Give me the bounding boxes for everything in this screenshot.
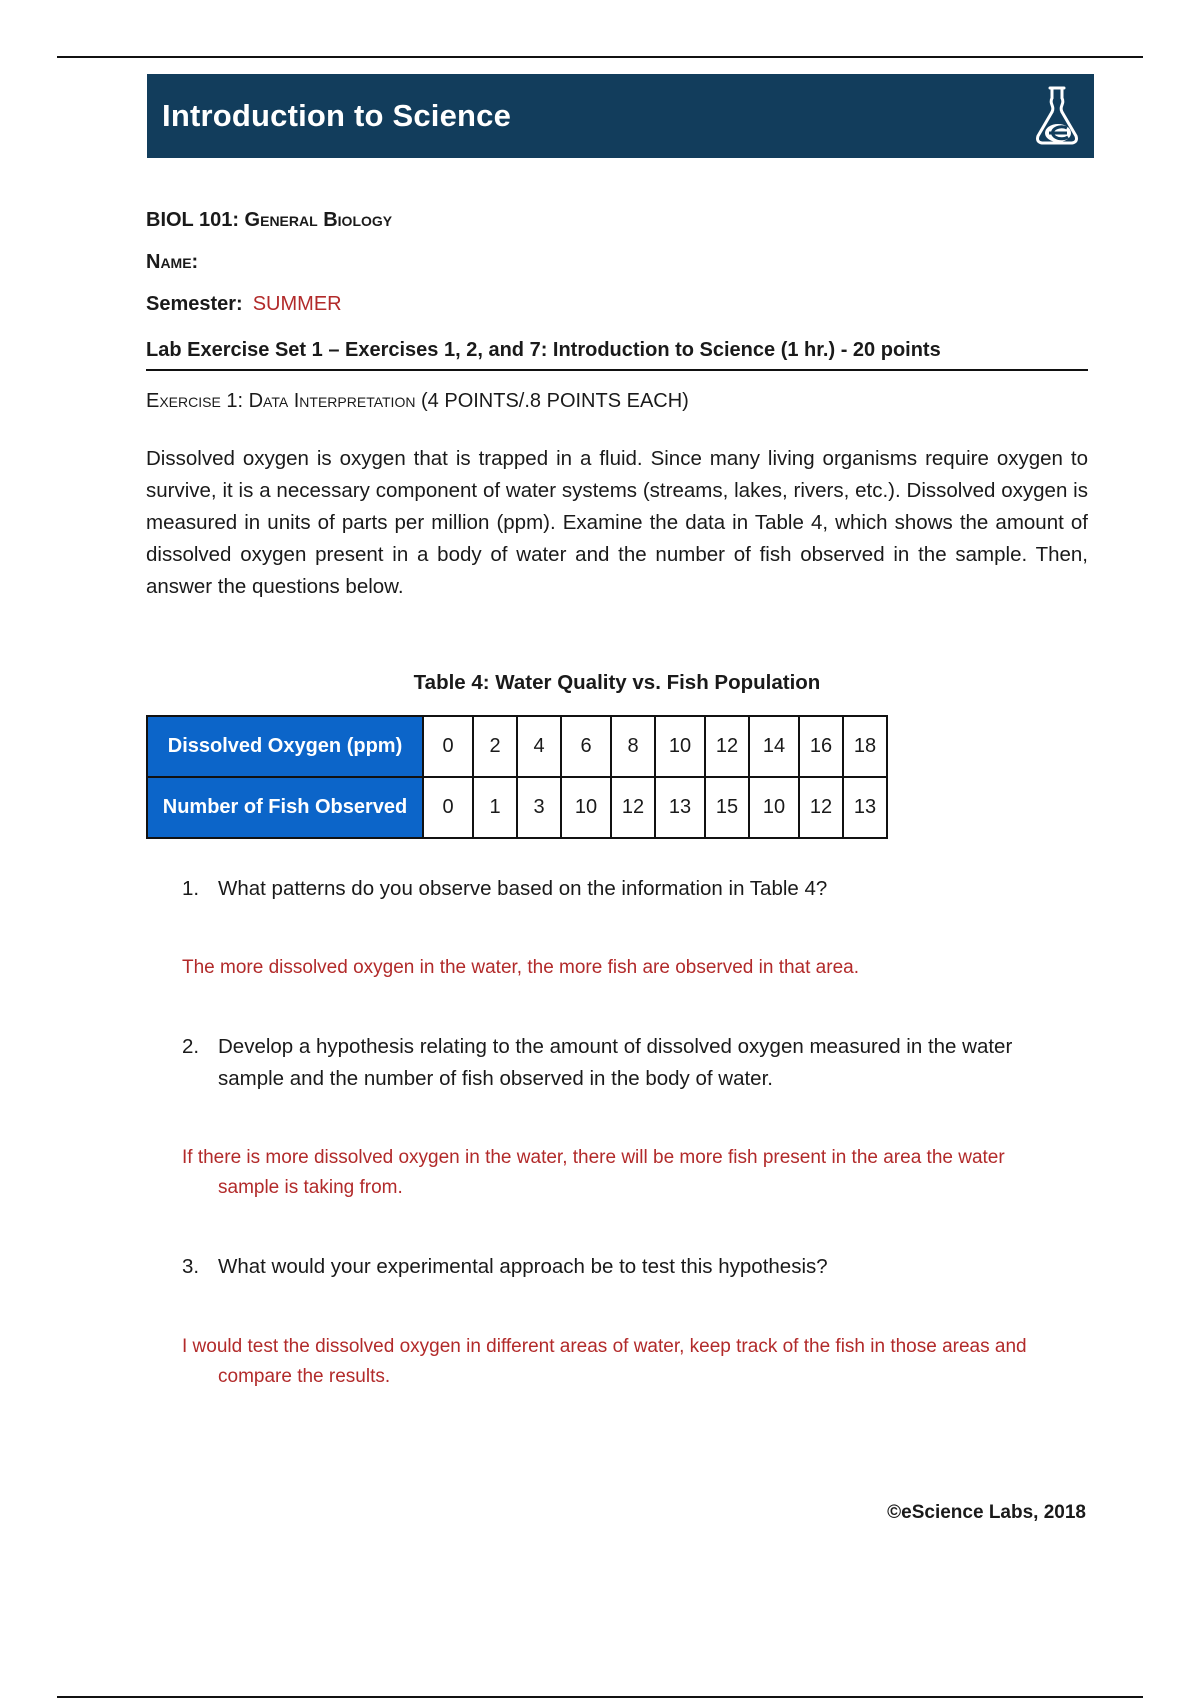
semester-label: Semester: — [146, 293, 243, 315]
table-cell: 0 — [423, 716, 473, 777]
table-cell: 2 — [473, 716, 517, 777]
table-cell: 6 — [561, 716, 611, 777]
answer-3 — [182, 1332, 1082, 1392]
question-1 — [182, 873, 1082, 905]
exercise-points: (4 POINTS/.8 POINTS EACH) — [421, 390, 689, 412]
table-caption: Table 4: Water Quality vs. Fish Population — [413, 671, 821, 694]
table-cell: 13 — [843, 777, 887, 838]
table-cell: 10 — [655, 716, 705, 777]
question-number: 1. — [182, 877, 200, 900]
table-cell: 1 — [473, 777, 517, 838]
lab-set-title: Lab Exercise Set 1 – Exercises 1, 2, and 7: Introduction to Science (1 hr.) - 20 points — [146, 339, 941, 361]
table-row — [147, 716, 887, 777]
exercise-title: Exercise 1: Data Interpretation — [146, 390, 416, 412]
intro-paragraph: Dissolved oxygen is oxygen that is trapped in a fluid. Since many living organisms require oxygen to survive, it is a necessary component of water systems (streams, lakes, rivers, etc.). Dissolved oxygen is measured in units of parts per million (ppm). Examine the data in Table 4, which shows the amount of dissolved oxygen present in a body of water and the number of fish observed in the sample. Then, answer the questions below. — [146, 447, 1088, 598]
top-rule — [57, 56, 1143, 58]
table-cell: 13 — [655, 777, 705, 838]
table-cell: 12 — [705, 716, 749, 777]
question-number: 2. — [182, 1035, 200, 1058]
course-title: BIOL 101: General Biology — [146, 209, 393, 231]
answer-text: If there is more dissolved oxygen in the water, there will be more fish present in the area the water — [182, 1147, 1005, 1168]
answer-text: The more dissolved oxygen in the water, the more fish are observed in that area. — [182, 957, 859, 978]
table-row — [147, 777, 887, 838]
answer-text-continued: sample is taking from. — [218, 1177, 403, 1198]
bottom-rule — [57, 1696, 1143, 1698]
semester-value: SUMMER — [252, 293, 342, 315]
answer-2 — [182, 1143, 1082, 1203]
question-3 — [182, 1251, 1082, 1283]
banner-title: Introduction to Science — [162, 98, 512, 133]
table-cell: 0 — [423, 777, 473, 838]
answer-text: I would test the dissolved oxygen in different areas of water, keep track of the fish in those areas and — [182, 1336, 1027, 1357]
flask-logo-icon — [1032, 84, 1082, 148]
question-text: Develop a hypothesis relating to the amount of dissolved oxygen measured in the water sample and the number of fish observed in the body of water. — [218, 1035, 1013, 1090]
data-table — [146, 715, 888, 839]
table-cell: 8 — [611, 716, 655, 777]
answer-1 — [182, 953, 1082, 983]
copyright-footer: ©eScience Labs, 2018 — [887, 1502, 1086, 1523]
name-label: Name: — [146, 251, 199, 273]
table-cell: 14 — [749, 716, 799, 777]
lab-set-rule — [146, 369, 1088, 371]
question-text: What patterns do you observe based on the information in Table 4? — [218, 877, 828, 900]
table-cell: 10 — [561, 777, 611, 838]
semester-line — [146, 293, 342, 316]
answer-text-continued: compare the results. — [218, 1366, 391, 1387]
row-header-fish: Number of Fish Observed — [147, 777, 423, 838]
table-cell: 18 — [843, 716, 887, 777]
title-banner — [147, 74, 1094, 158]
table-cell: 15 — [705, 777, 749, 838]
question-text: What would your experimental approach be to test this hypothesis? — [218, 1255, 828, 1278]
table-cell: 3 — [517, 777, 561, 838]
table-cell: 12 — [799, 777, 843, 838]
question-2 — [182, 1031, 1082, 1095]
table-cell: 12 — [611, 777, 655, 838]
table-cell: 4 — [517, 716, 561, 777]
table-cell: 16 — [799, 716, 843, 777]
exercise-heading — [146, 390, 689, 413]
question-number: 3. — [182, 1255, 200, 1278]
row-header-oxygen: Dissolved Oxygen (ppm) — [147, 716, 423, 777]
table-cell: 10 — [749, 777, 799, 838]
